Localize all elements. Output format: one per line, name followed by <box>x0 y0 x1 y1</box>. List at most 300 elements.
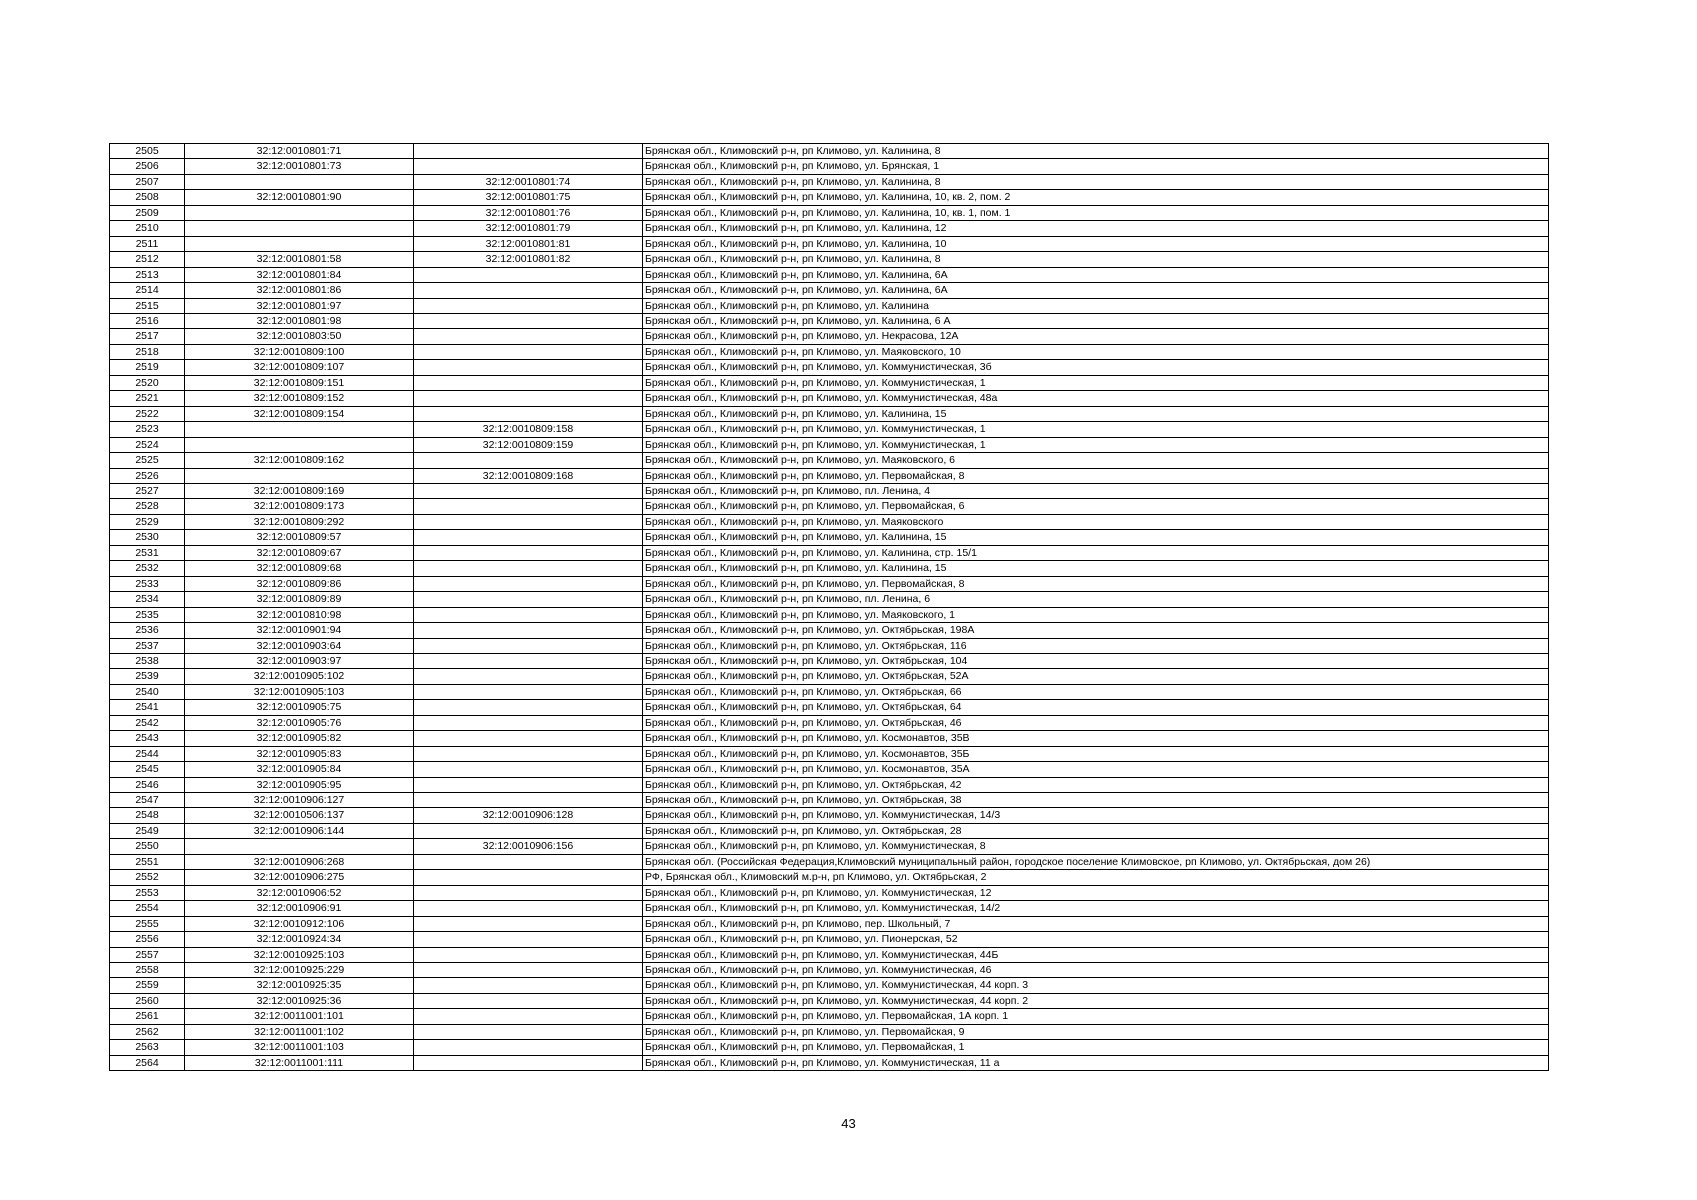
related-cadastral-number-cell: 32:12:0010801:81 <box>414 236 643 251</box>
cadastral-number-cell: 32:12:0010801:58 <box>185 252 414 267</box>
cadastral-number-cell: 32:12:0010809:100 <box>185 344 414 359</box>
related-cadastral-number-cell <box>414 947 643 962</box>
cadastral-number-cell: 32:12:0010924:34 <box>185 932 414 947</box>
cadastral-number-cell: 32:12:0010903:64 <box>185 638 414 653</box>
table-row <box>110 808 1549 823</box>
row-number-cell: 2541 <box>110 700 185 715</box>
address-cell: Брянская обл., Климовский р-н, рп Климово, ул. Калинина, 6 А <box>643 313 1549 328</box>
table-row <box>110 530 1549 545</box>
row-number-cell: 2526 <box>110 468 185 483</box>
row-number-cell: 2540 <box>110 684 185 699</box>
cadastral-number-cell: 32:12:0010801:86 <box>185 283 414 298</box>
cadastral-number-cell: 32:12:0011001:111 <box>185 1055 414 1070</box>
table-row <box>110 854 1549 869</box>
table-row <box>110 762 1549 777</box>
table-row <box>110 313 1549 328</box>
table-row <box>110 545 1549 560</box>
row-number-cell: 2547 <box>110 793 185 808</box>
cadastral-number-cell: 32:12:0010810:98 <box>185 607 414 622</box>
table-row <box>110 947 1549 962</box>
address-cell: Брянская обл., Климовский р-н, рп Климово, ул. Коммунистическая, 11 а <box>643 1055 1549 1070</box>
address-cell: Брянская обл., Климовский р-н, рп Климово, пл. Ленина, 4 <box>643 483 1549 498</box>
related-cadastral-number-cell: 32:12:0010801:76 <box>414 205 643 220</box>
table-row <box>110 607 1549 622</box>
property-table <box>109 143 1549 1071</box>
cadastral-number-cell <box>185 174 414 189</box>
table-row <box>110 870 1549 885</box>
table-row <box>110 638 1549 653</box>
table-row <box>110 963 1549 978</box>
cadastral-number-cell: 32:12:0010801:71 <box>185 144 414 159</box>
row-number-cell: 2527 <box>110 483 185 498</box>
address-cell: Брянская обл., Климовский р-н, рп Климово, ул. Калинина, 8 <box>643 174 1549 189</box>
related-cadastral-number-cell <box>414 963 643 978</box>
cadastral-number-cell: 32:12:0010905:103 <box>185 684 414 699</box>
row-number-cell: 2558 <box>110 963 185 978</box>
row-number-cell: 2523 <box>110 422 185 437</box>
cadastral-number-cell: 32:12:0010903:97 <box>185 653 414 668</box>
row-number-cell: 2548 <box>110 808 185 823</box>
table-row <box>110 932 1549 947</box>
row-number-cell: 2534 <box>110 592 185 607</box>
address-cell: Брянская обл., Климовский р-н, рп Климово, ул. Космонавтов, 35Б <box>643 746 1549 761</box>
cadastral-number-cell: 32:12:0010809:67 <box>185 545 414 560</box>
related-cadastral-number-cell <box>414 561 643 576</box>
address-cell: Брянская обл., Климовский р-н, рп Климово, ул. Калинина, 10, кв. 1, пом. 1 <box>643 205 1549 220</box>
address-cell: Брянская обл., Климовский р-н, рп Климово, ул. Октябрьская, 28 <box>643 823 1549 838</box>
table-row <box>110 483 1549 498</box>
row-number-cell: 2549 <box>110 823 185 838</box>
row-number-cell: 2553 <box>110 885 185 900</box>
cadastral-number-cell: 32:12:0010809:86 <box>185 576 414 591</box>
address-cell: Брянская обл., Климовский р-н, рп Климово, ул. Калинина, 15 <box>643 561 1549 576</box>
table-row <box>110 623 1549 638</box>
address-cell: Брянская обл., Климовский р-н, рп Климово, ул. Маяковского, 10 <box>643 344 1549 359</box>
address-cell: Брянская обл., Климовский р-н, рп Климово, ул. Октябрьская, 104 <box>643 653 1549 668</box>
address-cell: Брянская обл., Климовский р-н, рп Климово, ул. Космонавтов, 35А <box>643 762 1549 777</box>
address-cell: Брянская обл., Климовский р-н, рп Климово, ул. Коммунистическая, 3б <box>643 360 1549 375</box>
address-cell: Брянская обл., Климовский р-н, рп Климово, ул. Коммунистическая, 44 корп. 2 <box>643 993 1549 1008</box>
address-cell: Брянская обл., Климовский р-н, рп Климово, ул. Калинина <box>643 298 1549 313</box>
row-number-cell: 2521 <box>110 391 185 406</box>
row-number-cell: 2532 <box>110 561 185 576</box>
cadastral-number-cell: 32:12:0010809:89 <box>185 592 414 607</box>
address-cell: Брянская обл., Климовский р-н, рп Климово, ул. Калинина, 10, кв. 2, пом. 2 <box>643 190 1549 205</box>
table-row <box>110 174 1549 189</box>
row-number-cell: 2556 <box>110 932 185 947</box>
cadastral-number-cell: 32:12:0010906:52 <box>185 885 414 900</box>
related-cadastral-number-cell <box>414 793 643 808</box>
table-row <box>110 221 1549 236</box>
cadastral-number-cell: 32:12:0010801:73 <box>185 159 414 174</box>
address-cell: Брянская обл., Климовский р-н, рп Климово, ул. Калинина, стр. 15/1 <box>643 545 1549 560</box>
address-cell: Брянская обл., Климовский р-н, рп Климово, ул. Калинина, 8 <box>643 144 1549 159</box>
table-row <box>110 978 1549 993</box>
row-number-cell: 2511 <box>110 236 185 251</box>
address-cell: Брянская обл., Климовский р-н, рп Климово, ул. Первомайская, 6 <box>643 499 1549 514</box>
address-cell: Брянская обл., Климовский р-н, рп Климово, ул. Брянская, 1 <box>643 159 1549 174</box>
table-row <box>110 453 1549 468</box>
related-cadastral-number-cell <box>414 267 643 282</box>
related-cadastral-number-cell <box>414 391 643 406</box>
row-number-cell: 2542 <box>110 715 185 730</box>
cadastral-number-cell: 32:12:0010901:94 <box>185 623 414 638</box>
cadastral-number-cell: 32:12:0010925:103 <box>185 947 414 962</box>
table-row <box>110 746 1549 761</box>
table-row <box>110 901 1549 916</box>
cadastral-number-cell: 32:12:0010809:107 <box>185 360 414 375</box>
related-cadastral-number-cell <box>414 144 643 159</box>
row-number-cell: 2559 <box>110 978 185 993</box>
cadastral-number-cell: 32:12:0010906:275 <box>185 870 414 885</box>
address-cell: Брянская обл., Климовский р-н, рп Климово, ул. Коммунистическая, 12 <box>643 885 1549 900</box>
table-row <box>110 1009 1549 1024</box>
row-number-cell: 2551 <box>110 854 185 869</box>
related-cadastral-number-cell <box>414 1024 643 1039</box>
table-row <box>110 793 1549 808</box>
row-number-cell: 2561 <box>110 1009 185 1024</box>
table-row <box>110 283 1549 298</box>
row-number-cell: 2509 <box>110 205 185 220</box>
table-row <box>110 1040 1549 1055</box>
related-cadastral-number-cell <box>414 483 643 498</box>
cadastral-number-cell: 32:12:0010809:173 <box>185 499 414 514</box>
table-row <box>110 144 1549 159</box>
address-cell: Брянская обл., Климовский р-н, рп Климово, ул. Октябрьская, 38 <box>643 793 1549 808</box>
related-cadastral-number-cell <box>414 777 643 792</box>
row-number-cell: 2525 <box>110 453 185 468</box>
cadastral-number-cell: 32:12:0010905:82 <box>185 731 414 746</box>
related-cadastral-number-cell <box>414 313 643 328</box>
cadastral-number-cell: 32:12:0011001:103 <box>185 1040 414 1055</box>
table-row <box>110 916 1549 931</box>
address-cell: Брянская обл., Климовский р-н, рп Климово, ул. Коммунистическая, 48а <box>643 391 1549 406</box>
related-cadastral-number-cell <box>414 978 643 993</box>
cadastral-number-cell: 32:12:0010912:106 <box>185 916 414 931</box>
table-row <box>110 715 1549 730</box>
cadastral-number-cell: 32:12:0010809:152 <box>185 391 414 406</box>
address-cell: Брянская обл., Климовский р-н, рп Климово, ул. Октябрьская, 42 <box>643 777 1549 792</box>
cadastral-number-cell: 32:12:0010905:95 <box>185 777 414 792</box>
related-cadastral-number-cell: 32:12:0010906:156 <box>414 839 643 854</box>
table-row <box>110 406 1549 421</box>
related-cadastral-number-cell <box>414 901 643 916</box>
address-cell: Брянская обл., Климовский р-н, рп Климово, ул. Коммунистическая, 44Б <box>643 947 1549 962</box>
address-cell: Брянская обл., Климовский р-н, рп Климово, ул. Октябрьская, 66 <box>643 684 1549 699</box>
related-cadastral-number-cell <box>414 623 643 638</box>
cadastral-number-cell: 32:12:0010801:98 <box>185 313 414 328</box>
cadastral-number-cell: 32:12:0010809:162 <box>185 453 414 468</box>
related-cadastral-number-cell <box>414 854 643 869</box>
table-row <box>110 700 1549 715</box>
cadastral-number-cell: 32:12:0010801:84 <box>185 267 414 282</box>
address-cell: РФ, Брянская обл., Климовский м.р-н, рп Климово, ул. Октябрьская, 2 <box>643 870 1549 885</box>
cadastral-number-cell <box>185 468 414 483</box>
related-cadastral-number-cell <box>414 1055 643 1070</box>
address-cell: Брянская обл., Климовский р-н, рп Климово, ул. Пионерская, 52 <box>643 932 1549 947</box>
row-number-cell: 2535 <box>110 607 185 622</box>
related-cadastral-number-cell <box>414 638 643 653</box>
cadastral-number-cell: 32:12:0010809:154 <box>185 406 414 421</box>
address-cell: Брянская обл., Климовский р-н, рп Климово, ул. Первомайская, 1А корп. 1 <box>643 1009 1549 1024</box>
related-cadastral-number-cell <box>414 715 643 730</box>
table-row <box>110 993 1549 1008</box>
address-cell: Брянская обл., Климовский р-н, рп Климово, ул. Первомайская, 1 <box>643 1040 1549 1055</box>
table-row <box>110 777 1549 792</box>
address-cell: Брянская обл., Климовский р-н, рп Климово, ул. Коммунистическая, 1 <box>643 437 1549 452</box>
table-row <box>110 360 1549 375</box>
row-number-cell: 2539 <box>110 669 185 684</box>
address-cell: Брянская обл., Климовский р-н, рп Климово, пл. Ленина, 6 <box>643 592 1549 607</box>
related-cadastral-number-cell <box>414 870 643 885</box>
related-cadastral-number-cell <box>414 592 643 607</box>
row-number-cell: 2555 <box>110 916 185 931</box>
page-number: 43 <box>841 1116 856 1131</box>
table-row <box>110 669 1549 684</box>
cadastral-number-cell: 32:12:0010801:97 <box>185 298 414 313</box>
related-cadastral-number-cell <box>414 499 643 514</box>
row-number-cell: 2533 <box>110 576 185 591</box>
address-cell: Брянская обл., Климовский р-н, рп Климово, ул. Октябрьская, 52А <box>643 669 1549 684</box>
related-cadastral-number-cell: 32:12:0010801:82 <box>414 252 643 267</box>
cadastral-number-cell: 32:12:0010905:83 <box>185 746 414 761</box>
address-cell: Брянская обл., Климовский р-н, рп Климово, ул. Калинина, 12 <box>643 221 1549 236</box>
table-row <box>110 839 1549 854</box>
related-cadastral-number-cell <box>414 283 643 298</box>
row-number-cell: 2522 <box>110 406 185 421</box>
related-cadastral-number-cell <box>414 823 643 838</box>
table-row <box>110 159 1549 174</box>
cadastral-number-cell <box>185 221 414 236</box>
table-row <box>110 653 1549 668</box>
cadastral-number-cell: 32:12:0010809:151 <box>185 375 414 390</box>
table-row <box>110 468 1549 483</box>
cadastral-number-cell: 32:12:0010803:50 <box>185 329 414 344</box>
related-cadastral-number-cell: 32:12:0010809:158 <box>414 422 643 437</box>
address-cell: Брянская обл., Климовский р-н, рп Климово, ул. Калинина, 6А <box>643 267 1549 282</box>
row-number-cell: 2516 <box>110 313 185 328</box>
address-cell: Брянская обл., Климовский р-н, рп Климово, ул. Коммунистическая, 1 <box>643 422 1549 437</box>
row-number-cell: 2524 <box>110 437 185 452</box>
related-cadastral-number-cell: 32:12:0010801:74 <box>414 174 643 189</box>
table-row <box>110 684 1549 699</box>
table-row <box>110 731 1549 746</box>
address-cell: Брянская обл., Климовский р-н, рп Климово, ул. Октябрьская, 64 <box>643 700 1549 715</box>
related-cadastral-number-cell <box>414 530 643 545</box>
row-number-cell: 2510 <box>110 221 185 236</box>
table-row <box>110 422 1549 437</box>
cadastral-number-cell <box>185 839 414 854</box>
row-number-cell: 2529 <box>110 514 185 529</box>
row-number-cell: 2506 <box>110 159 185 174</box>
address-cell: Брянская обл., Климовский р-н, рп Климово, ул. Маяковского, 6 <box>643 453 1549 468</box>
related-cadastral-number-cell <box>414 545 643 560</box>
cadastral-number-cell: 32:12:0010925:35 <box>185 978 414 993</box>
related-cadastral-number-cell <box>414 669 643 684</box>
address-cell: Брянская обл., Климовский р-н, рп Климово, ул. Первомайская, 9 <box>643 1024 1549 1039</box>
cadastral-number-cell: 32:12:0010809:68 <box>185 561 414 576</box>
row-number-cell: 2543 <box>110 731 185 746</box>
cadastral-number-cell <box>185 236 414 251</box>
row-number-cell: 2563 <box>110 1040 185 1055</box>
related-cadastral-number-cell <box>414 916 643 931</box>
address-cell: Брянская обл., Климовский р-н, рп Климово, ул. Коммунистическая, 14/2 <box>643 901 1549 916</box>
related-cadastral-number-cell: 32:12:0010906:128 <box>414 808 643 823</box>
cadastral-number-cell: 32:12:0010925:36 <box>185 993 414 1008</box>
row-number-cell: 2544 <box>110 746 185 761</box>
property-table-body <box>110 144 1549 1071</box>
row-number-cell: 2514 <box>110 283 185 298</box>
cadastral-number-cell: 32:12:0010506:137 <box>185 808 414 823</box>
table-row <box>110 561 1549 576</box>
related-cadastral-number-cell <box>414 453 643 468</box>
cadastral-number-cell <box>185 437 414 452</box>
related-cadastral-number-cell <box>414 1040 643 1055</box>
address-cell: Брянская обл., Климовский р-н, рп Климово, ул. Калинина, 15 <box>643 530 1549 545</box>
related-cadastral-number-cell: 32:12:0010809:159 <box>414 437 643 452</box>
related-cadastral-number-cell <box>414 993 643 1008</box>
table-row <box>110 298 1549 313</box>
table-row <box>110 236 1549 251</box>
row-number-cell: 2564 <box>110 1055 185 1070</box>
related-cadastral-number-cell <box>414 607 643 622</box>
row-number-cell: 2557 <box>110 947 185 962</box>
related-cadastral-number-cell <box>414 932 643 947</box>
address-cell: Брянская обл., Климовский р-н, рп Климово, ул. Калинина, 8 <box>643 252 1549 267</box>
row-number-cell: 2536 <box>110 623 185 638</box>
row-number-cell: 2518 <box>110 344 185 359</box>
row-number-cell: 2531 <box>110 545 185 560</box>
address-cell: Брянская обл., Климовский р-н, рп Климово, ул. Калинина, 15 <box>643 406 1549 421</box>
cadastral-number-cell: 32:12:0010905:76 <box>185 715 414 730</box>
cadastral-number-cell: 32:12:0010809:292 <box>185 514 414 529</box>
cadastral-number-cell: 32:12:0011001:101 <box>185 1009 414 1024</box>
row-number-cell: 2505 <box>110 144 185 159</box>
cadastral-number-cell: 32:12:0011001:102 <box>185 1024 414 1039</box>
table-row <box>110 344 1549 359</box>
row-number-cell: 2517 <box>110 329 185 344</box>
cadastral-number-cell <box>185 422 414 437</box>
related-cadastral-number-cell: 32:12:0010801:75 <box>414 190 643 205</box>
cadastral-number-cell: 32:12:0010906:91 <box>185 901 414 916</box>
cadastral-number-cell <box>185 205 414 220</box>
address-cell: Брянская обл., Климовский р-н, рп Климово, ул. Первомайская, 8 <box>643 576 1549 591</box>
table-row <box>110 252 1549 267</box>
row-number-cell: 2528 <box>110 499 185 514</box>
row-number-cell: 2513 <box>110 267 185 282</box>
related-cadastral-number-cell <box>414 885 643 900</box>
row-number-cell: 2545 <box>110 762 185 777</box>
address-cell: Брянская обл., Климовский р-н, рп Климово, ул. Калинина, 10 <box>643 236 1549 251</box>
related-cadastral-number-cell <box>414 375 643 390</box>
related-cadastral-number-cell <box>414 731 643 746</box>
table-row <box>110 576 1549 591</box>
cadastral-number-cell: 32:12:0010905:75 <box>185 700 414 715</box>
related-cadastral-number-cell <box>414 159 643 174</box>
related-cadastral-number-cell <box>414 360 643 375</box>
row-number-cell: 2508 <box>110 190 185 205</box>
table-row <box>110 205 1549 220</box>
related-cadastral-number-cell <box>414 746 643 761</box>
row-number-cell: 2550 <box>110 839 185 854</box>
address-cell: Брянская обл., Климовский р-н, рп Климово, пер. Школьный, 7 <box>643 916 1549 931</box>
row-number-cell: 2515 <box>110 298 185 313</box>
table-row <box>110 592 1549 607</box>
table-row <box>110 190 1549 205</box>
table-row <box>110 267 1549 282</box>
row-number-cell: 2560 <box>110 993 185 1008</box>
address-cell: Брянская обл., Климовский р-н, рп Климово, ул. Октябрьская, 198А <box>643 623 1549 638</box>
table-row <box>110 375 1549 390</box>
related-cadastral-number-cell <box>414 329 643 344</box>
address-cell: Брянская обл., Климовский р-н, рп Климово, ул. Космонавтов, 35В <box>643 731 1549 746</box>
address-cell: Брянская обл., Климовский р-н, рп Климово, ул. Первомайская, 8 <box>643 468 1549 483</box>
cadastral-number-cell: 32:12:0010925:229 <box>185 963 414 978</box>
table-row <box>110 823 1549 838</box>
row-number-cell: 2512 <box>110 252 185 267</box>
row-number-cell: 2530 <box>110 530 185 545</box>
related-cadastral-number-cell <box>414 684 643 699</box>
row-number-cell: 2554 <box>110 901 185 916</box>
related-cadastral-number-cell: 32:12:0010801:79 <box>414 221 643 236</box>
row-number-cell: 2546 <box>110 777 185 792</box>
address-cell: Брянская обл., Климовский р-н, рп Климово, ул. Маяковского <box>643 514 1549 529</box>
address-cell: Брянская обл., Климовский р-н, рп Климово, ул. Октябрьская, 116 <box>643 638 1549 653</box>
cadastral-number-cell: 32:12:0010905:84 <box>185 762 414 777</box>
table-row <box>110 437 1549 452</box>
related-cadastral-number-cell <box>414 576 643 591</box>
cadastral-number-cell: 32:12:0010809:57 <box>185 530 414 545</box>
table-row <box>110 499 1549 514</box>
row-number-cell: 2507 <box>110 174 185 189</box>
cadastral-number-cell: 32:12:0010801:90 <box>185 190 414 205</box>
related-cadastral-number-cell <box>414 653 643 668</box>
cadastral-number-cell: 32:12:0010906:127 <box>185 793 414 808</box>
related-cadastral-number-cell <box>414 1009 643 1024</box>
related-cadastral-number-cell <box>414 406 643 421</box>
row-number-cell: 2537 <box>110 638 185 653</box>
table-row <box>110 329 1549 344</box>
row-number-cell: 2520 <box>110 375 185 390</box>
address-cell: Брянская обл., Климовский р-н, рп Климово, ул. Коммунистическая, 14/3 <box>643 808 1549 823</box>
address-cell: Брянская обл. (Российская Федерация,Климовский муниципальный район, городское поселение Климовское, рп Климово, ул. Октябрьская, дом 26) <box>643 854 1549 869</box>
address-cell: Брянская обл., Климовский р-н, рп Климово, ул. Коммунистическая, 44 корп. 3 <box>643 978 1549 993</box>
related-cadastral-number-cell: 32:12:0010809:168 <box>414 468 643 483</box>
address-cell: Брянская обл., Климовский р-н, рп Климово, ул. Коммунистическая, 8 <box>643 839 1549 854</box>
address-cell: Брянская обл., Климовский р-н, рп Климово, ул. Октябрьская, 46 <box>643 715 1549 730</box>
address-cell: Брянская обл., Климовский р-н, рп Климово, ул. Коммунистическая, 46 <box>643 963 1549 978</box>
row-number-cell: 2538 <box>110 653 185 668</box>
row-number-cell: 2562 <box>110 1024 185 1039</box>
table-row <box>110 391 1549 406</box>
table-row <box>110 514 1549 529</box>
row-number-cell: 2519 <box>110 360 185 375</box>
related-cadastral-number-cell <box>414 298 643 313</box>
cadastral-number-cell: 32:12:0010905:102 <box>185 669 414 684</box>
related-cadastral-number-cell <box>414 514 643 529</box>
table-row <box>110 885 1549 900</box>
cadastral-number-cell: 32:12:0010906:268 <box>185 854 414 869</box>
cadastral-number-cell: 32:12:0010906:144 <box>185 823 414 838</box>
related-cadastral-number-cell <box>414 762 643 777</box>
address-cell: Брянская обл., Климовский р-н, рп Климово, ул. Некрасова, 12А <box>643 329 1549 344</box>
row-number-cell: 2552 <box>110 870 185 885</box>
related-cadastral-number-cell <box>414 344 643 359</box>
table-row <box>110 1055 1549 1070</box>
related-cadastral-number-cell <box>414 700 643 715</box>
cadastral-number-cell: 32:12:0010809:169 <box>185 483 414 498</box>
address-cell: Брянская обл., Климовский р-н, рп Климово, ул. Маяковского, 1 <box>643 607 1549 622</box>
